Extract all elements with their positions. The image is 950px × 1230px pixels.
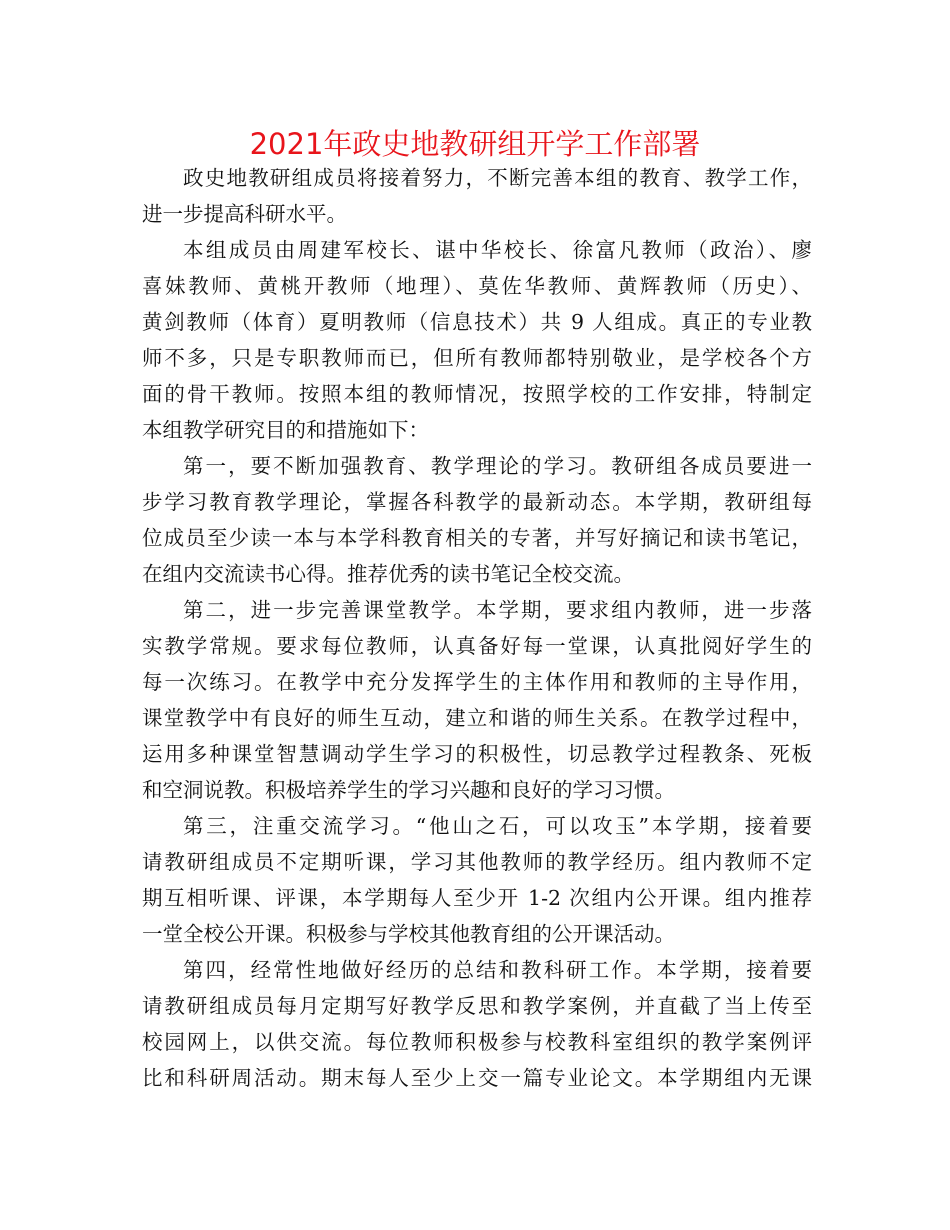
text-line: 运用多种课堂智慧调动学生学习的积极性，切忌教学过程教条、死板 (142, 742, 812, 766)
text-line: 实教学常规。要求每位教师，认真备好每一堂课，认真批阅好学生的 (142, 634, 812, 658)
text-line: 第二，进一步完善课堂教学。本学期，要求组内教师，进一步落 (183, 598, 812, 622)
text-line: 校园网上，以供交流。每位教师积极参与校教科室组织的教学案例评 (142, 1030, 812, 1054)
text-line: 在组内交流读书心得。推荐优秀的读书笔记全校交流。 (142, 562, 634, 586)
text-line: 师不多，只是专职教师而已，但所有教师都特别敬业，是学校各个方 (142, 346, 812, 370)
document-body (142, 160, 812, 1096)
text-line: 比和科研周活动。期末每人至少上交一篇专业论文。本学期组内无课 (142, 1066, 812, 1090)
text-line: 位成员至少读一本与本学科教育相关的专著，并写好摘记和读书笔记， (142, 526, 812, 550)
text-line: 第三，注重交流学习。“他山之石，可以攻玉”本学期，接着要 (183, 814, 812, 838)
text-line: 期互相听课、评课，本学期每人至少开 1-2 次组内公开课。组内推荐 (142, 886, 812, 910)
text-line: 步学习教育教学理论，掌握各科教学的最新动态。本学期，教研组每 (142, 490, 812, 514)
text-line: 进一步提高科研水平。 (142, 202, 347, 226)
paragraph-third (142, 808, 812, 952)
paragraph-fourth (142, 952, 812, 1096)
text-line: 请教研组成员不定期听课，学习其他教师的教学经历。组内教师不定 (142, 850, 812, 874)
text-line: 政史地教研组成员将接着努力，不断完善本组的教育、教学工作， (183, 166, 812, 190)
paragraph-intro (142, 160, 812, 232)
paragraph-members (142, 232, 812, 448)
text-line: 一堂全校公开课。积极参与学校其他教育组的公开课活动。 (142, 922, 675, 946)
text-line: 本组教学研究目的和措施如下： (142, 418, 429, 442)
paragraph-first (142, 448, 812, 592)
text-line: 第四，经常性地做好经历的总结和教科研工作。本学期，接着要 (183, 958, 812, 982)
text-line: 课堂教学中有良好的师生互动，建立和谐的师生关系。在教学过程中， (142, 706, 812, 730)
document-title: 2021年政史地教研组开学工作部署 (249, 127, 701, 161)
text-line: 第一，要不断加强教育、教学理论的学习。教研组各成员要进一 (183, 454, 812, 478)
text-line: 每一次练习。在教学中充分发挥学生的主体作用和教师的主导作用， (142, 670, 812, 694)
text-line: 请教研组成员每月定期写好教学反思和教学案例，并直截了当上传至 (142, 994, 812, 1018)
text-line: 喜妹教师、黄桃开教师（地理）、莫佐华教师、黄辉教师（历史）、 (142, 274, 812, 298)
text-line: 本组成员由周建军校长、谌中华校长、徐富凡教师（政治）、廖 (183, 238, 812, 262)
text-line: 和空洞说教。积极培养学生的学习兴趣和良好的学习习惯。 (142, 778, 675, 802)
text-line: 面的骨干教师。按照本组的教师情况，按照学校的工作安排，特制定 (142, 382, 812, 406)
paragraph-second (142, 592, 812, 808)
text-line: 黄剑教师（体育）夏明教师（信息技术）共 9 人组成。真正的专业教 (142, 310, 812, 334)
